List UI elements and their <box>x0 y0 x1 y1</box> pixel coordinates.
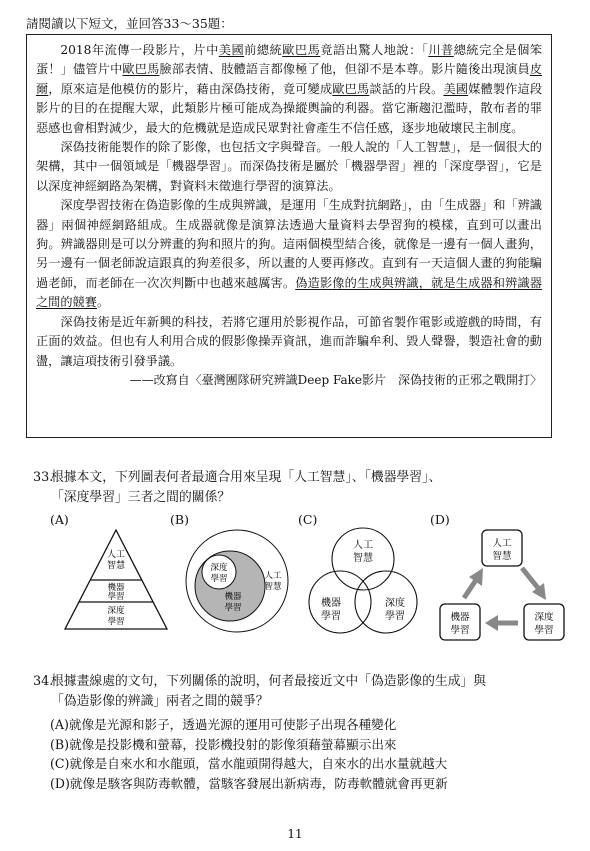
question-stem-line-2: 「偽造影像的辨識」兩者之間的競爭？ <box>51 694 269 709</box>
option-b[interactable]: (B)就像是投影機和螢幕，投影機投射的影像須藉螢幕顯示出來 <box>50 736 397 752</box>
question-34-options <box>50 715 448 793</box>
proper-noun: 美國 <box>443 81 469 96</box>
proper-noun: 歐巴馬 <box>332 81 370 96</box>
passage-box <box>26 34 552 438</box>
diagram-b-nested-circles[interactable] <box>184 528 290 634</box>
question-34 <box>33 672 486 712</box>
circle-ai-line2: 智慧 <box>264 582 282 592</box>
option-c-label[interactable]: (C) <box>298 512 318 527</box>
passage-paragraph-2: 深偽技術能製作的除了影像，也包括文字與聲音。一般人說的「人工智慧」，是一個很大的架構，其中一個領域是「機器學習」。而深偽技術是屬於「機器學習」裡的「深度學習」，它是以深度神經網路為架構，對資料末徵進行學習的演算法。 <box>36 140 542 193</box>
question-33 <box>33 468 441 508</box>
arrow-icon <box>485 615 518 631</box>
pyramid-ai-line2: 智慧 <box>106 561 126 571</box>
pyramid-dl-line2: 學習 <box>107 617 125 627</box>
option-d-label[interactable]: (D) <box>430 512 450 527</box>
cycle-dl-line1: 深度 <box>534 612 554 623</box>
option-d[interactable]: (D)就像是駭客與防毒軟體，當駭客發展出新病毒，防毒軟體就會再更新 <box>50 775 448 791</box>
diagram-c-venn[interactable] <box>304 522 422 640</box>
arrow-icon <box>522 568 546 600</box>
circle-dl-line2: 學習 <box>210 574 228 584</box>
circle-ml-line2: 學習 <box>224 603 242 613</box>
diagram-d-cycle[interactable] <box>438 528 588 646</box>
venn-dl-line2: 學習 <box>385 611 405 622</box>
cycle-dl-line2: 學習 <box>534 625 554 636</box>
pyramid-ml-line2: 學習 <box>107 592 125 602</box>
pyramid-ai-line1: 人工 <box>106 550 126 560</box>
venn-ml-line2: 學習 <box>321 611 341 622</box>
option-a[interactable]: (A)就像是光源和影子，透過光源的運用可使影子出現各種變化 <box>50 717 397 732</box>
venn-dl-line1: 深度 <box>385 598 405 609</box>
page-number: 11 <box>287 827 303 841</box>
diagram-a-pyramid[interactable] <box>62 528 170 632</box>
venn-ai-line1: 人工 <box>353 540 373 551</box>
option-c[interactable]: (C)就像是自來水和水龍頭，當水龍頭開得越大，自來水的出水量就越大 <box>50 756 448 772</box>
option-b-label[interactable]: (B) <box>170 512 189 527</box>
circle-dl-line1: 深度 <box>210 563 228 573</box>
circle-ml-line1: 機器 <box>224 592 242 602</box>
proper-noun: 歐巴馬 <box>122 62 160 77</box>
passage-paragraph-3: 深度學習技術在偽造影像的生成與辨識，是運用「生成對抗網路」，由「生成器」和「辨識器」兩個神經網路組成。生成器就像是演算法透過大量資料去學習狗的模樣，直到可以畫出狗。辨識器則是可以分辨畫的狗和照片的狗。這兩個模型結合後，就像是一邊有一個人畫狗，另一邊有一個老師說這跟真的狗差很多，所以畫的人要再修改。直到有一天這個人畫的狗能騙過老師，而老師在一次次判斷中也越來越厲害。偽造影像的生成與辨識，就是生成器和辨識器之間的競賽。 <box>36 198 543 310</box>
cycle-ml-line1: 機器 <box>450 612 470 623</box>
pyramid-ml-line1: 機器 <box>107 583 125 593</box>
proper-noun: 皮爾 <box>36 62 543 96</box>
passage-source: ——改寫自〈臺灣團隊研究辨識Deep Fake影片 深偽技術的正邪之戰開打〉 <box>129 372 542 387</box>
cycle-ml-line2: 學習 <box>450 625 470 636</box>
option-a-label[interactable]: (A) <box>50 512 69 527</box>
pyramid-dl-line1: 深度 <box>107 606 125 616</box>
passage-paragraph-4: 深偽技術是近年新興的科技，若將它運用於影視作品，可節省製作電影或遊戲的時間，有正面的效益。但也有人利用合成的假影像操弄資訊，進而詐騙牟利、毀人聲譽，製造社會的動盪，讓這項技術引發爭議。 <box>36 314 542 368</box>
passage-paragraph-1: 2018年流傳一段影片，片中美國前總統歐巴馬竟語出驚人地說：「川普總統完全是個笨蛋！」儘管片中歐巴馬臉部表情、肢體語言都像極了他，但卻不是本尊。影片隨後出現演員皮爾，原來這是他模仿的影片，藉由深偽技術，竟可變成歐巴馬談話的片段。美國媒體製作這段影片的目的在提醒大眾，此類影片極可能成為操縱輿論的利器。當它漸趨氾濫時，散布者的罪惡感也會相對減少，最大的危機就是造成民眾對社會產生不信任感，逐步地破壞民主制度。 <box>36 43 543 135</box>
cycle-ai-line1: 人工 <box>492 538 512 549</box>
question-number: 33. <box>33 470 54 485</box>
question-number: 34. <box>33 674 54 689</box>
venn-ml-line1: 機器 <box>321 598 341 609</box>
proper-noun: 歐巴馬 <box>282 43 321 57</box>
proper-noun: 川普 <box>428 43 454 57</box>
question-stem-line-1: 根據本文，下列圖表何者最適合用來呈現「人工智慧」、「機器學習」、 <box>51 470 442 485</box>
underlined-sentence: 偽造影像的生成與辨識，就是生成器和辨識器之間的競賽 <box>36 275 543 310</box>
cycle-ai-line2: 智慧 <box>492 551 512 562</box>
proper-noun: 美國 <box>218 43 245 57</box>
reading-instruction: 請閱讀以下短文，並回答33～35題： <box>26 16 233 31</box>
venn-ai-line2: 智慧 <box>353 553 373 564</box>
circle-ai-line1: 人工 <box>264 571 282 581</box>
question-stem-line-2: 「深度學習」三者之間的關係？ <box>51 490 231 505</box>
arrow-icon <box>464 568 483 598</box>
question-stem-line-1: 根據畫線處的文句，下列關係的說明，何者最接近文中「偽造影像的生成」與 <box>51 674 487 689</box>
